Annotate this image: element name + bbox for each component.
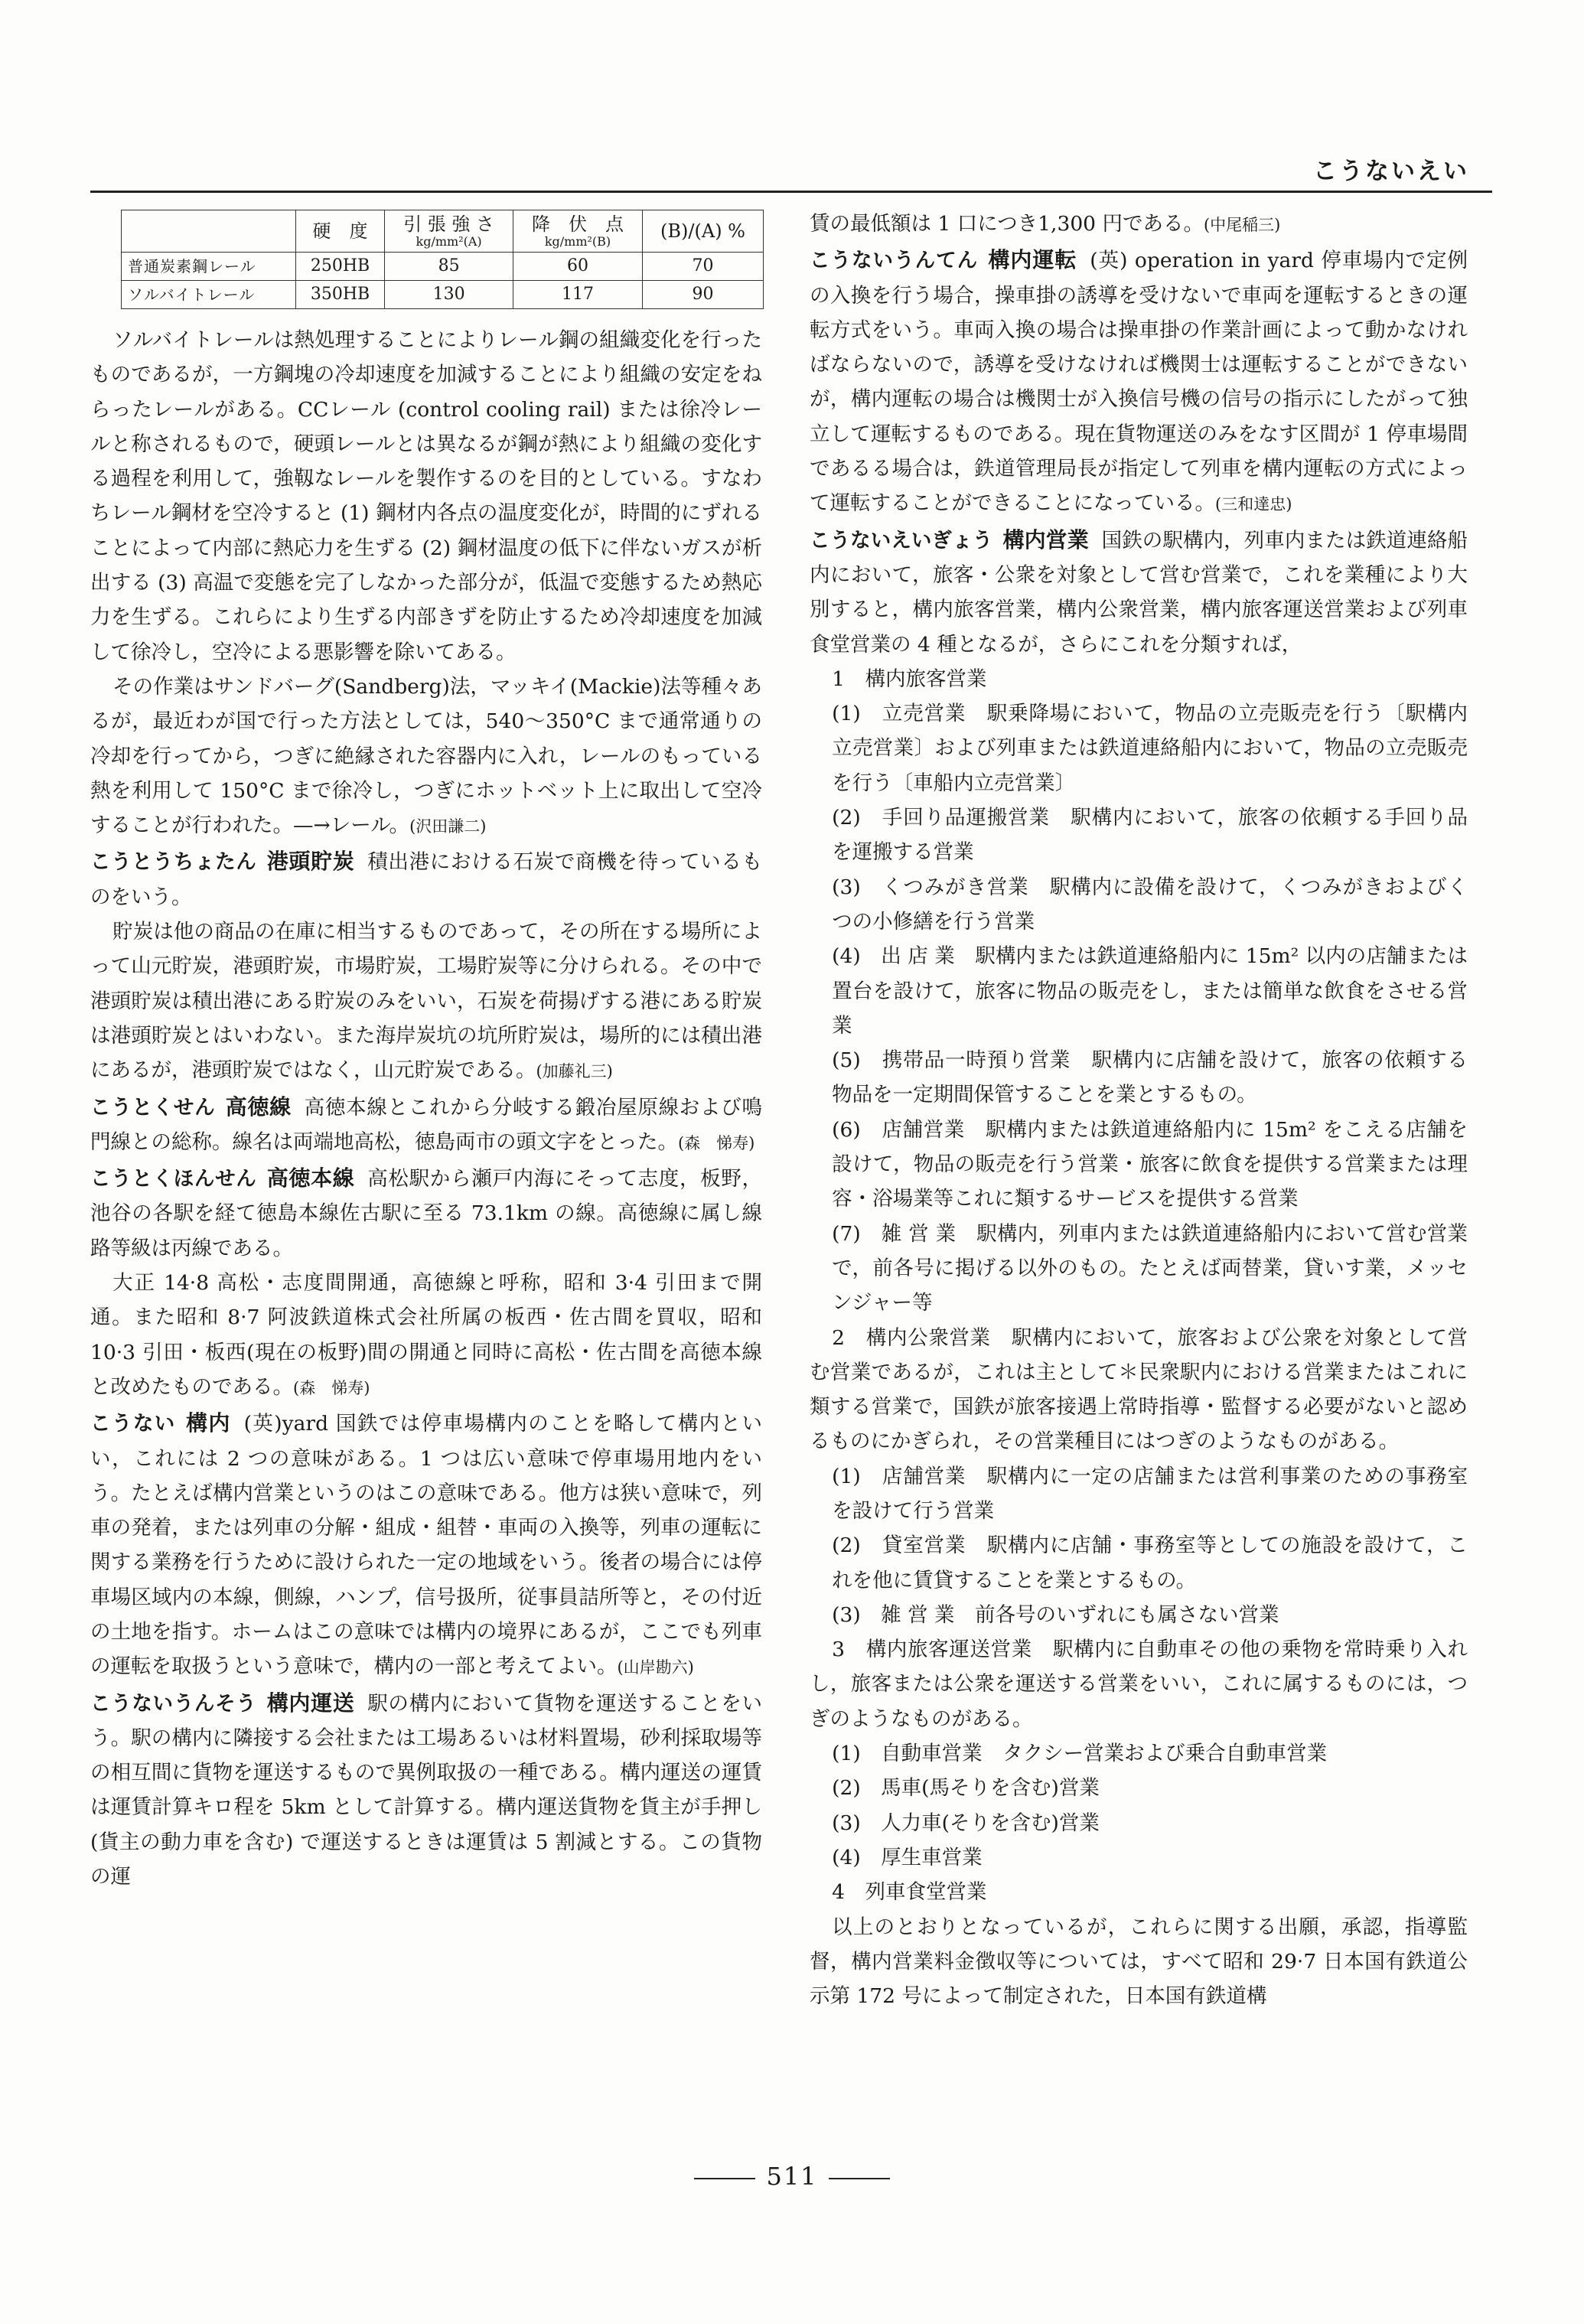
entry-headword: 高徳本線 — [266, 1165, 355, 1191]
entry-headword: 港頭貯炭 — [266, 849, 355, 875]
list-item: (2) 貸室営業 駅構内に店舗・事務室等としての施設を設けて，これを他に賃貸することを業とするもの。 — [832, 1534, 1468, 1592]
header-rule — [90, 191, 1492, 193]
dictionary-entry — [90, 1686, 762, 1895]
table-header-cell — [122, 210, 296, 253]
dictionary-entry — [90, 844, 762, 914]
paragraph — [90, 1266, 762, 1406]
section-heading: 1 構内旅客営業 — [832, 667, 987, 691]
entry-reading: こうとうちょたん — [90, 850, 257, 875]
table-cell: 250HB — [295, 253, 384, 281]
table-cell: 60 — [513, 253, 642, 281]
section-heading: 4 列車食堂営業 — [832, 1880, 987, 1905]
dictionary-entry — [810, 523, 1468, 662]
table-cell: 90 — [643, 281, 764, 309]
paragraph-text: 大正 14·8 高松・志度間開通，高徳線と呼称，昭和 3·4 引田まで開通。また昭和 8·7 阿波鉄道株式会社所属の板西・佐古間を買収，昭和 10·3 引田・板西(現在の板野)間の開通と同時に高松・佐古間を高徳本線と改めたものである。 — [90, 1271, 762, 1399]
table-cell: 85 — [385, 253, 513, 281]
table-header-cell: (B)/(A) % — [643, 210, 764, 253]
author: (三和達忠) — [1215, 495, 1292, 514]
author: (沢田謙二) — [409, 817, 487, 836]
author: (森 悌寿) — [677, 1133, 755, 1152]
list-item: (2) 手回り品運搬営業 駅構内において，旅客の依頼する手回り品を運搬する営業 — [832, 806, 1468, 865]
list-item: (1) 自動車営業 タクシー営業および乗合自動車営業 — [832, 1742, 1328, 1766]
entry-reading: こうとくせん — [90, 1095, 216, 1120]
entry-text: 積出港における石炭で商機を待っているものをいう。 — [90, 850, 762, 909]
paragraph: ソルバイトレールは熱処理することによりレール鋼の組織変化を行ったものであるが，一方鋼塊の冷却速度を加減することにより組織の安定をねらったレールがある。CCレール (control cooling rail) または徐冷レールと称されるもので，硬頭レールとは異なるが鋼が熱により組織の変化する過程を利用して，強靱なレールを製作するのを目的としている。すなわちレール鋼材を空冷すると (1) 鋼材内各点の温度変化が，時間的にずれることによって内部に熱応力を生ずる (2) 鋼材温度の低下に伴ないガスが析出する (3) 高温で変態を完了しなかった部分が，低温で変態するため熱応力を生ずる。これらにより生ずる内部きずを防止するため冷却速度を加減して徐冷し，空冷による悪影響を除いてある。 — [90, 328, 762, 664]
running-head: こうないえい — [1313, 158, 1469, 185]
folio-dash — [694, 2178, 755, 2179]
entry-headword: 構内運送 — [266, 1690, 355, 1716]
dictionary-entry — [810, 243, 1468, 522]
author: (森 悌寿) — [293, 1378, 370, 1397]
table-cell: 117 — [513, 281, 642, 309]
header-text: 降 伏 点 — [532, 213, 624, 235]
list-item: (1) 立売営業 駅乗降場において，物品の立売販売を行う〔駅構内立売営業〕および列車または鉄道連絡船内において，物品の立売販売を行う〔車船内立売営業〕 — [832, 702, 1468, 795]
header-text: 引 張 強 さ — [403, 213, 495, 235]
list-item: (3) 人力車(そりを含む)営業 — [832, 1811, 1100, 1835]
table-cell: 130 — [385, 281, 513, 309]
section-paragraph: 2 構内公衆営業 駅構内において，旅客および公衆を対象として営む営業であるが，これは主として＊民衆駅内における営業またはこれに類する営業で，国鉄が旅客接遇上常時指導・監督する必要がないと認めるものにかぎられ，その営業種目にはつぎのようなものがある。 — [810, 1325, 1468, 1454]
author: (中尾稲三) — [1203, 216, 1281, 234]
entry-reading: こうとくほんせん — [90, 1167, 257, 1191]
rail-property-table — [121, 210, 764, 309]
dictionary-entry — [90, 1406, 762, 1685]
paragraph-text: 貯炭は他の商品の在庫に相当するものであって，その所在する場所によって山元貯炭，港頭貯炭，市場貯炭，工場貯炭等に分けられる。その中で港頭貯炭は積出港にある貯炭のみをいい，石炭を荷揚げする港にある貯炭は港頭貯炭とはいわない。また海岸炭坑の坑所貯炭は，場所的には積出港にあるが，港頭貯炭ではなく，山元貯炭である。 — [90, 920, 762, 1083]
paragraph — [90, 670, 762, 844]
dictionary-entry — [90, 1161, 762, 1266]
right-column — [810, 207, 1468, 2013]
entry-reading: こうない — [90, 1412, 176, 1436]
list-item: (5) 携帯品一時預り営業 駅構内に店舗を設けて，旅客の依頼する物品を一定期間保管することを業とするもの。 — [832, 1048, 1468, 1107]
entry-text: 高徳本線とこれから分岐する鍛冶屋原線および鳴門線との総称。線名は両端地高松，徳島両市の頭文字をとった。 — [90, 1095, 762, 1154]
table-cell: 70 — [643, 253, 764, 281]
table-row — [122, 281, 764, 309]
header-unit: kg/mm²(A) — [416, 234, 482, 249]
paragraph — [810, 207, 1468, 243]
table-header-cell — [385, 210, 513, 253]
list-item: (1) 店舗営業 駅構内に一定の店舗または営利事業のための事務室を設けて行う営業 — [832, 1464, 1468, 1523]
entry-headword: 構内営業 — [1002, 526, 1089, 552]
entry-headword: 構内運転 — [988, 247, 1077, 273]
table-header-cell: 硬 度 — [295, 210, 384, 253]
entry-reading: こうないうんてん — [810, 249, 979, 273]
table-cell: 350HB — [295, 281, 384, 309]
header-unit: kg/mm²(B) — [544, 234, 611, 249]
author: (山岸勘六) — [617, 1658, 694, 1677]
entry-headword: 高徳線 — [225, 1094, 292, 1120]
entry-reading: こうないえいぎょう — [810, 528, 993, 552]
list-item: (7) 雑 営 業 駅構内，列車内または鉄道連絡船内において営む営業で，前各号に掲げる以外のもの。たとえば両替業，貸いす業，メッセンジャー等 — [832, 1221, 1468, 1315]
entry-text: 駅の構内において貨物を運送することをいう。駅の構内に隣接する会社または工場あるいは材料置場，砂利採取場等の相互間に貨物を運送するもので異例取扱の一種である。構内運送の運賃は運賃計算キロ程を 5km として計算する。構内運送貨物を貨主が手押し (貨主の動力車を含む) で運送するときは運賃は 5 割減とする。この貨物の運 — [90, 1691, 762, 1889]
list-item: (4) 厚生車営業 — [832, 1845, 983, 1869]
table-header-cell — [513, 210, 642, 253]
section-paragraph: 3 構内旅客運送営業 駅構内に自動車その他の乗物を常時乗り入れし，旅客または公衆を運送する営業をいい，これに属するものには，つぎのようなものがある。 — [810, 1638, 1468, 1731]
page-number — [0, 2162, 1584, 2191]
folio-dash — [829, 2178, 890, 2179]
table-header-row — [122, 210, 764, 253]
left-column — [90, 207, 762, 1894]
paragraph — [90, 914, 762, 1089]
list-item: (3) くつみがき営業 駅構内に設備を設けて，くつみがきおよびくつの小修繕を行う営業 — [832, 875, 1468, 934]
table-row — [122, 253, 764, 281]
paragraph-text: その作業はサンドバーグ(Sandberg)法，マッキイ(Mackie)法等種々あるが，最近わが国で行った方法としては，540〜350°C まで通常通りの冷却を行ってから，つぎに絶縁された容器内に入れ，レールのもっている熱を利用して 150°C まで徐冷し，つぎにホットベット上に取出して空冷することが行われた。 — [90, 674, 762, 838]
table-cell: ソルバイトレール — [122, 281, 296, 309]
entry-headword: 構内 — [185, 1410, 231, 1436]
list-item: (3) 雑 営 業 前各号のいずれにも属さない営業 — [832, 1602, 1279, 1627]
list-item: (2) 馬車(馬そりを含む)営業 — [832, 1776, 1100, 1801]
entry-text: (英)yard 国鉄では停車場構内のことを略して構内といい，これには 2 つの意味がある。1 つは広い意味で停車場用地内をいう。たとえば構内営業というのはこの意味である。他方は狭い意味で，列車の発着，または列車の分解・組成・組替・車両の入換等，列車の運転に関する業務を行うために設けられた一定の地域をいう。後者の場合には停車場区域内の本線，側線，ハンプ，信号扱所，従事員詰所等と，その付近の土地を指す。ホームはこの意味では構内の境界にあるが，ここでも列車の運転を取扱うという意味で，構内の一部と考えてよい。 — [90, 1412, 762, 1679]
list-item: (6) 店舗営業 駅構内または鉄道連絡船内に 15m² をこえる店舗を設けて，物品の販売を行う営業・旅客に飲食を提供する営業または理容・浴場業等これに類するサービスを提供する営業 — [832, 1117, 1468, 1211]
entry-text: (英) operation in yard 停車場内で定例の入換を行う場合，操車掛の誘導を受けないで車両を運転するときの運転方式をいう。車両入換の場合は操車掛の作業計画によって動かなければならないので，誘導を受けなければ機関士は運転することができないが，構内運転の場合は機関士が入換信号機の信号の指示にしたがって独立して運転するものである。現在貨物運送のみをなす区間が 1 停車場間であるる場合は，鉄道管理局長が指定して列車を構内運転の方式によって運転することができることになっている。 — [810, 249, 1468, 516]
table-cell: 普通炭素鋼レール — [122, 253, 296, 281]
page-number-text: 511 — [766, 2162, 818, 2191]
author: (加藤礼三) — [536, 1062, 613, 1081]
entry-reading: こうないうんそう — [90, 1691, 257, 1716]
dictionary-entry — [90, 1090, 762, 1162]
list-item: (4) 出 店 業 駅構内または鉄道連絡船内に 15m² 以内の店舗または置台を設けて，旅客に物品の販売をし，または簡単な飲食をさせる営業 — [832, 944, 1468, 1038]
entry-text: 国鉄の駅構内，列車内または鉄道連絡船内において，旅客・公衆を対象として営む営業で，これを業種により大別すると，構内旅客営業，構内公衆営業，構内旅客運送営業および列車食堂営業の 4 種となるが，さらにこれを分類すれば， — [810, 528, 1468, 657]
paragraph: 以上のとおりとなっているが，これらに関する出願，承認，指導監督，構内営業料金徴収等については，すべて昭和 29·7 日本国有鉄道公示第 172 号によって制定された，日本国有鉄道構 — [810, 1915, 1468, 2009]
paragraph-text: 賃の最低額は 1 口につき1,300 円である。 — [810, 212, 1204, 236]
cross-reference: —→レール。 — [293, 813, 410, 838]
entry-text: 高松駅から瀬戸内海にそって志度，板野，池谷の各駅を経て徳島本線佐古駅に至る 73.1km の線。高徳線に属し線路等級は丙線である。 — [90, 1167, 762, 1260]
